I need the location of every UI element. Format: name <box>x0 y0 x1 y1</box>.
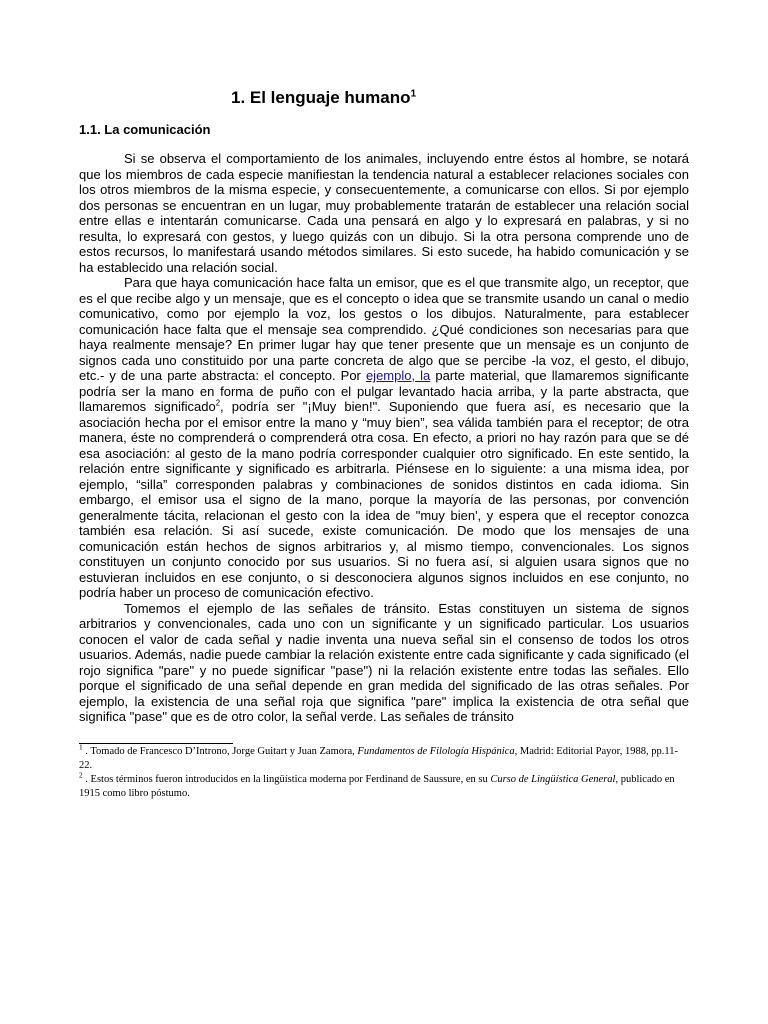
footnote-2-text-end: , publicado en 1915 como libro póstumo. <box>79 774 675 799</box>
paragraph-2 <box>79 275 689 601</box>
document-title <box>231 86 416 110</box>
paragraph-2-text-end: , podría ser "¡Muy bien!". Suponiendo que fuera así, es necesario que la asociación hecha por el emisor entre la mano y “muy bien”, sea válida también para el receptor; de otra manera, éste no comprenderá o comprenderá otra cosa. En efecto, a priori no hay razón para que se dé esa asociación: al gesto de la mano podría corresponder cualquier otro significado. En este sentido, la relación entre significante y significado es arbitrarla. Piénsese en lo siguiente: a una misma idea, por ejemplo, “silla” corresponden palabras y combinaciones de sonidos distintos en cada idioma. Sin embargo, el emisor usa el signo de la mano, porque la mayoría de las personas, por convención generalmente tácita, relacionan el gesto con la idea de "muy bien', y espera que el receptor conozca también esa relación. Si así sucede, existe comunicación. De modo que los mensajes de una comunicación están hechos de signos arbitrarios y, al mismo tiempo, convencionales. Los signos constituyen un conjunto conocido por sus usuarios. Si no fuera así, si alguien usara signos que no estuvieran incluidos en ese conjunto, o si desconociera algunos signos incluidos en ese conjunto, no podría haber un proceso de comunicación efectivo. <box>79 399 689 600</box>
footnote-2-number: 2 <box>79 770 83 780</box>
footnote-2-text-start: . Estos términos fueron introducidos en la lingüística moderna por Ferdinand de Saussure, en su <box>82 774 491 785</box>
paragraph-2-text-start: Para que haya comunicación hace falta un emisor, que es el que transmite algo, un receptor, que es el que recibe algo y un mensaje, que es el concepto o idea que se transmite usando un canal o medio comunicativo, como por ejemplo la voz, los gestos o los dibujos. Naturalmente, para establecer comunicación hace falta que el mensaje sea comprendido. ¿Qué condiciones son necesarias para que haya realmente mensaje? En primer lugar hay que tener presente que un mensaje es un conjunto de signos cada uno constituido por una parte concreta de algo que se percibe -la voz, el gesto, el dibujo, etc.- y de una parte abstracta: el concepto. Por <box>79 275 689 383</box>
footnote-1-book-title: Fundamentos de Filología Hispánica <box>357 746 515 757</box>
example-link[interactable]: ejemplo, la <box>365 368 431 383</box>
title-footnote-ref[interactable]: 1 <box>410 88 417 100</box>
paragraph-3: Tomemos el ejemplo de las señales de tránsito. Estas constituyen un sistema de signos arbitrarios y convencionales, cada uno con un significante y un significado particular. Los usuarios conocen el valor de cada señal y nadie inventa una nueva señal sin el consenso de todos los otros usuarios. Además, nadie puede cambiar la relación existente entre cada significante y cada significado (el rojo significa "pare" y no puede significar "pase") ni la relación existente entre todas las señales. Ello porque el significado de una señal depende en gran medida del significado de las otras señales. Por ejemplo, la existencia de una señal roja que significa "pare" implica la existencia de otra señal que significa "pase" que es de otro color, la señal verde. Las señales de tránsito <box>79 600 689 724</box>
paragraph-1: Si se observa el comportamiento de los animales, incluyendo entre éstos al hombre, se notará que los miembros de cada especie manifiestan la tendencia natural a establecer relaciones sociales con los otros miembros de la misma especie, y consecuentemente, a comunicarse con ellos. Si por ejemplo dos personas se encuentran en un lugar, muy probablemente tratarán de establecer una relación social entre ellas e intentarán comunicarse. Cada una pensará en algo y lo expresará en palabras, y si no resulta, lo expresará con gestos, y luego quizás con un dibujo. Si la otra persona comprende uno de estos recursos, lo manifestará usando métodos similares. Si esto sucede, ha habido comunicación y se ha establecido una relación social. <box>79 151 689 275</box>
footnote-2 <box>79 770 689 801</box>
body-text <box>79 151 689 737</box>
footnote-1-text-start: . Tomado de Francesco D’Introno, Jorge Guitart y Juan Zamora, <box>82 746 358 757</box>
footnote-1-number: 1 <box>79 742 83 752</box>
footnote-1-text-end: , Madrid: Editorial Payor, 1988, pp.11-22. <box>79 746 678 771</box>
footnote-1 <box>79 742 689 773</box>
significado-footnote-ref[interactable]: 2 <box>215 398 221 408</box>
footnote-separator <box>79 743 233 744</box>
document-title-text: 1. El lenguaje humano <box>231 88 411 107</box>
paragraph-2-text-middle: parte material, que llamaremos significante podría ser la mano en forma de puño con el pulgar levantado hacia arriba, y la parte abstracta, que llamaremos significado <box>79 368 689 414</box>
footnote-2-book-title: Curso de Lingüística General <box>490 774 616 785</box>
section-heading: 1.1. La comunicación <box>79 122 211 137</box>
